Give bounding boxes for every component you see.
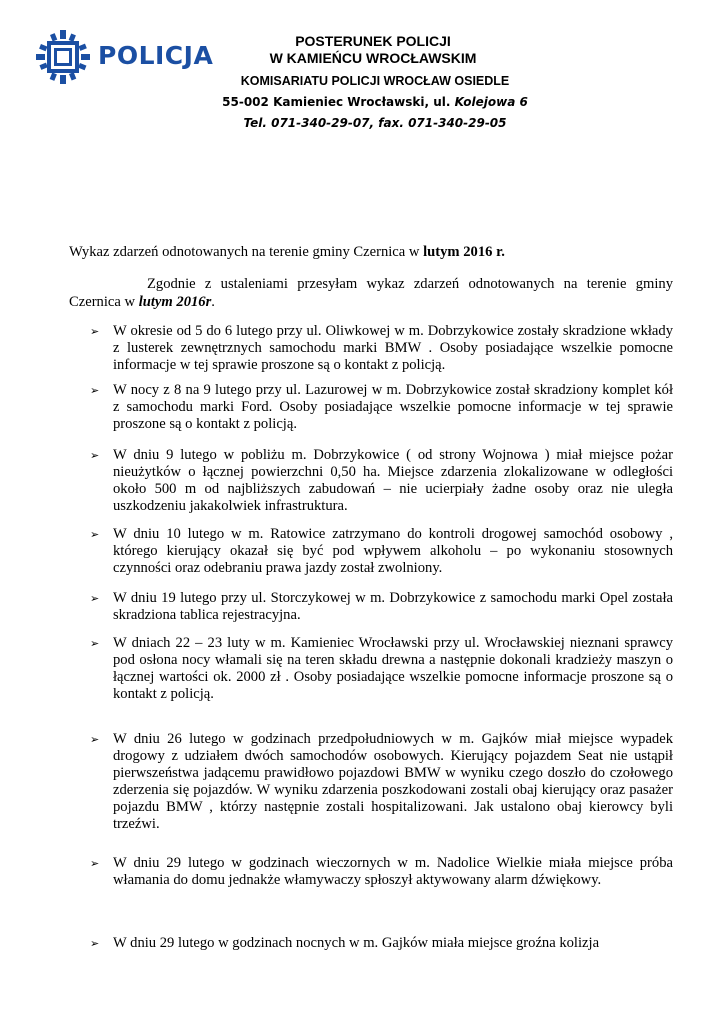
header-contact: Tel. 071-340-29-07, fax. 071-340-29-05 (243, 116, 507, 130)
police-star-icon (34, 28, 92, 86)
incident-text: W dniu 10 lutego w m. Ratowice zatrzymano do kontroli drogowej samochód osobowy , którego kierujący okazał się być pod wpływem alkoholu – po wykonaniu stosownych czynności oraz odebraniu prawa jazdy został zwolniony. (113, 526, 673, 576)
arrow-bullet-icon: ➢ (90, 637, 100, 650)
intro-period: lutym 2016r (138, 294, 212, 310)
document-title (69, 244, 505, 261)
arrow-bullet-icon: ➢ (90, 937, 100, 950)
incident-item (90, 731, 673, 833)
intro-paragraph (69, 275, 673, 311)
arrow-bullet-icon: ➢ (90, 384, 100, 397)
arrow-bullet-icon: ➢ (90, 733, 100, 746)
header-unit-name: POSTERUNEK POLICJI (295, 33, 451, 49)
arrow-bullet-icon: ➢ (90, 592, 100, 605)
address-street: Kolejowa 6 (454, 95, 528, 109)
header-unit-location: W KAMIEŃCU WROCŁAWSKIM (269, 50, 477, 66)
incident-text: W dniu 26 lutego w godzinach przedpołudniowych w m. Gajków miał miejsce wypadek drogowy z udziałem dwóch samochodów osobowych. Kierujący pojazdem Seat nie ustąpił pierwszeństwa jadącemu prawidłowo pojazdowi BMW w wyniku czego doszło do czołowego zderzenia się pojazdów. W wyniku zdarzenia poszkodowani zostali obaj kierujący oraz pasażer pojazdu BMW , którzy następnie zostali hospitalizowani. Jak ustalono obaj kierowcy byli trzeźwi. (113, 731, 673, 832)
incident-item (90, 447, 673, 515)
title-period: lutym 2016 r. (423, 244, 505, 260)
incident-item (90, 635, 673, 703)
incident-item (90, 323, 673, 374)
arrow-bullet-icon: ➢ (90, 325, 100, 338)
incident-text: W dniu 19 lutego przy ul. Storczykowej w m. Dobrzykowice z samochodu marki Opel została skradziona tablica rejestracyjna. (113, 590, 673, 623)
arrow-bullet-icon: ➢ (90, 857, 100, 870)
incident-item (90, 935, 673, 952)
incident-text: W dniu 29 lutego w godzinach wieczornych w m. Nadolice Wielkie miała miejsce próba włamania do domu jednakże włamywaczy spłoszył aktywowany alarm dźwiękowy. (113, 855, 673, 888)
intro-end: . (211, 294, 215, 310)
incident-item (90, 855, 673, 889)
header-address (195, 95, 555, 110)
incident-text: W dniu 29 lutego w godzinach nocnych w m. Gajków miała miejsce groźna kolizja (113, 935, 600, 951)
incident-item (90, 526, 673, 577)
incident-item (90, 590, 673, 624)
arrow-bullet-icon: ➢ (90, 528, 100, 541)
incident-text: W dniu 9 lutego w pobliżu m. Dobrzykowice ( od strony Wojnowa ) miał miejsce pożar nieużytków o łącznej powierzchni 0,50 ha. Miejsce zdarzenia zlokalizowane w odległości około 500 m od najbliższych zabudowań – nie ucierpiały żadne osoby oraz nie uległa uszkodzeniu jakakolwiek infrastruktura. (113, 447, 673, 514)
header-commissariat: KOMISARIATU POLICJI WROCŁAW OSIEDLE (240, 74, 510, 88)
incident-text: W okresie od 5 do 6 lutego przy ul. Oliwkowej w m. Dobrzykowice zostały skradzione wkłady z lusterek zewnętrznych samochodu marki BMW . Osoby posiadające wszelkie pomocne informacje w tej sprawie proszone są o kontakt z policją. (113, 323, 673, 373)
incident-item (90, 382, 673, 433)
incident-text: W nocy z 8 na 9 lutego przy ul. Lazurowej w m. Dobrzykowice został skradziony komplet kół z samochodu marki Ford. Osoby posiadające wszelkie pomocne informacje w tej sprawie proszone są o kontakt z policją. (113, 382, 673, 432)
title-text: Wykaz zdarzeń odnotowanych na terenie gminy Czernica w (69, 244, 424, 260)
arrow-bullet-icon: ➢ (90, 449, 100, 462)
address-prefix: 55-002 Kamieniec Wrocławski, ul. (222, 95, 455, 109)
intro-text: Zgodnie z ustaleniami przesyłam wykaz zdarzeń odnotowanych na terenie gminy Czernica w (69, 276, 673, 310)
police-logo (34, 28, 214, 86)
logo-wordmark: POLICJA (98, 41, 214, 70)
incident-text: W dniach 22 – 23 luty w m. Kamieniec Wrocławski przy ul. Wrocławskiej nieznani sprawcy pod osłona nocy włamali się na teren składu drewna a następnie dokonali kradzieży maszyn o łącznej wartości ok. 2000 zł . Osoby posiadające wszelkie pomocne informacje proszone są o kontakt z policją. (113, 635, 673, 702)
